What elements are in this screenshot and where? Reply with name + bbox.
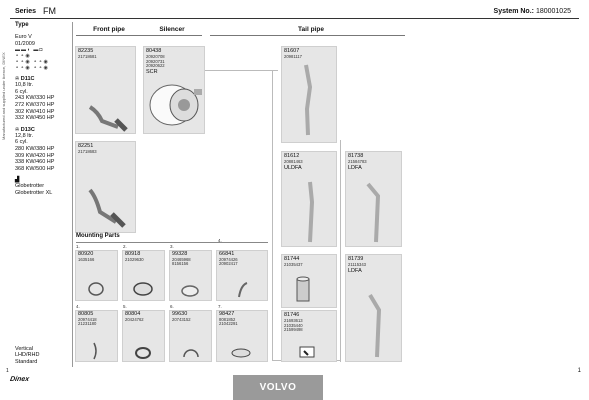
header-divider [10, 18, 579, 19]
part-ref: 21718683 [78, 148, 97, 154]
euro-standard: Euro V [15, 34, 32, 40]
tail-pipe-illustration [282, 47, 338, 144]
part-number: 99328 [172, 251, 188, 257]
part-ref: 20743152 [172, 316, 191, 322]
part-ref: 21718681 [78, 53, 97, 59]
front-pipe-illustration [76, 142, 137, 234]
clamp-ring-illustration [76, 251, 119, 302]
part-card-81612[interactable] [281, 151, 337, 247]
part-number: 80438 [146, 48, 162, 54]
part-ref: 20920731 [146, 58, 165, 64]
cab-type: Globetrotter [15, 183, 45, 190]
front-pipe-header: Front pipe [93, 26, 125, 33]
gasket-illustration [170, 251, 213, 302]
mount-index: 6. [170, 304, 174, 309]
engine-spec: 302 KW/410 HP [15, 108, 55, 115]
system-label: System No.: [493, 8, 534, 15]
mounting-parts-title: Mounting Parts [76, 233, 120, 239]
part-card-81607[interactable] [281, 46, 337, 143]
engine-spec: 6 cyl. [15, 88, 28, 95]
part-ref: 20974426 [219, 256, 238, 262]
part-card-81744[interactable] [281, 254, 337, 308]
engine-spec: 10,8 ltr. [15, 82, 34, 89]
part-number: 80920 [78, 251, 94, 257]
part-number: 81612 [284, 153, 300, 159]
cab-icon: ▟ [15, 177, 20, 184]
part-number: 66841 [219, 251, 235, 257]
part-card-81738[interactable] [345, 151, 402, 247]
connector-line [205, 70, 278, 71]
part-number: 81744 [284, 256, 300, 262]
part-ref: 21115343 [348, 261, 367, 267]
orientation-line: Vertical [15, 345, 34, 352]
engine-spec: 6 cyl. [15, 139, 28, 146]
part-ref: 20424762 [125, 316, 144, 322]
part-card-81739[interactable] [345, 254, 402, 362]
mount-index: 5. [123, 304, 127, 309]
part-ref: 21599498 [284, 327, 303, 333]
part-number: 81746 [284, 312, 300, 318]
mount-index: 3. [170, 244, 174, 249]
dinex-logo: Dinex [9, 376, 30, 383]
brand-banner: VOLVO [233, 375, 323, 400]
part-ref: 20974418 [78, 316, 97, 322]
mount-card-80920[interactable] [75, 250, 118, 301]
part-ref: 20981117 [284, 53, 303, 59]
part-note: LDFA [348, 164, 362, 171]
part-ref: 21035440 [284, 322, 303, 328]
mount-card-66841[interactable] [216, 250, 268, 301]
part-number: 82251 [78, 143, 94, 149]
part-ref: 20881463 [284, 158, 303, 164]
part-note: LDFA [348, 267, 362, 274]
tail-pipe-illustration [346, 255, 403, 363]
part-ref: 21693613 [284, 317, 303, 323]
tail-pipe-illustration [282, 152, 338, 248]
page-number-left: 1 [6, 368, 9, 374]
part-ref: 20465968 [172, 256, 191, 262]
part-note: SCR [146, 69, 158, 76]
part-number: 82235 [78, 48, 94, 54]
part-ref: 21231180 [78, 321, 97, 327]
orientation-line: Standard [15, 358, 38, 365]
ring-clamp-illustration [170, 311, 213, 363]
part-ref: 20902417 [219, 261, 238, 267]
part-number: 81738 [348, 153, 364, 159]
mounting-parts-rule [76, 242, 268, 243]
tail-pipe-illustration [346, 152, 403, 248]
sleeve-illustration [282, 255, 338, 309]
axle-icons: ▬▬◗ ▬◘ [15, 47, 44, 54]
engine-icon: ✇ [15, 126, 20, 133]
engine-icon: ✇ [15, 76, 20, 83]
mount-card-98427[interactable] [216, 310, 268, 362]
engine-name-2: D13C [20, 126, 35, 133]
mount-index: 1. [76, 244, 80, 249]
silencer-illustration [144, 47, 206, 135]
part-ref: 20920622 [146, 63, 165, 69]
system-value: 180001025 [535, 8, 571, 15]
silencer-header: Silencer [159, 26, 185, 33]
part-ref: 8081852 [219, 316, 236, 322]
series-value: FM [43, 6, 56, 16]
part-card-82235[interactable] [75, 46, 136, 134]
mount-card-80804[interactable] [122, 310, 165, 362]
part-card-82251[interactable] [75, 141, 136, 233]
bracket-illustration [282, 311, 338, 363]
engine-spec: 243 KW/330 HP [15, 95, 55, 102]
clamp-illustration [123, 251, 166, 302]
engine-spec: 280 KW/380 HP [15, 145, 55, 152]
part-note: ULDFA [284, 164, 302, 171]
type-column [15, 22, 73, 367]
mount-card-99630[interactable] [169, 310, 212, 362]
part-ref: 20920708 [146, 53, 165, 59]
part-ref: 21035437 [284, 261, 303, 267]
part-ref: 1635166 [78, 256, 95, 262]
cab-type: Globetrotter XL [15, 189, 53, 196]
connector-illustration [217, 311, 269, 363]
part-number: 99630 [172, 311, 188, 317]
clamp-illustration [123, 311, 166, 363]
mount-card-80805[interactable] [75, 310, 118, 362]
engine-spec: 309 KW/420 HP [15, 152, 55, 159]
system-number [494, 8, 571, 15]
hanger-illustration [217, 251, 269, 302]
engine-name-1: D11C [20, 76, 35, 83]
orientation-line: LHD/RHD [15, 352, 40, 359]
connector-line [340, 140, 341, 362]
mount-card-80918[interactable] [122, 250, 165, 301]
series-label: Series [15, 8, 37, 15]
orientation-info [15, 346, 39, 365]
u-bolt-illustration [76, 311, 119, 363]
page-number-right: 1 [577, 368, 581, 374]
connector-line [272, 70, 273, 360]
engine-spec: 368 KW/500 HP [15, 165, 55, 172]
front-pipe-illustration [76, 47, 137, 135]
model-date: 01/2009 [15, 40, 35, 47]
part-ref: 21584783 [348, 158, 367, 164]
mount-card-99328[interactable] [169, 250, 212, 301]
part-ref: 21042291 [219, 321, 238, 327]
header-rule [76, 35, 202, 36]
part-card-81746[interactable] [281, 310, 337, 362]
mount-index: 4. [218, 238, 222, 243]
part-number: 81607 [284, 48, 300, 54]
side-note: Manufactured and supplied under licence, DINEX [1, 52, 6, 140]
part-number: 98427 [219, 311, 235, 317]
type-label: Type [15, 22, 29, 28]
mount-index: 2. [123, 244, 127, 249]
engine-spec: 272 KW/370 HP [15, 101, 55, 108]
header-rule [210, 35, 405, 36]
tail-pipe-header: Tail pipe [298, 26, 324, 33]
part-number: 80804 [125, 311, 141, 317]
part-number: 81739 [348, 256, 364, 262]
part-card-80438[interactable] [143, 46, 205, 134]
engine-spec: 332 KW/450 HP [15, 115, 55, 122]
part-number: 80805 [78, 311, 94, 317]
part-ref: 8156156 [172, 261, 189, 267]
part-ref: 21029630 [125, 256, 144, 262]
mount-index: 4. [76, 304, 80, 309]
wheel-config-icons: ⚬⚬◉ ⚬⚬◉ ⚬⚬◉ ⚬⚬◉ ⚬⚬◉ [15, 53, 49, 72]
engine-spec: 12,8 ltr. [15, 132, 34, 139]
mount-index: 7. [218, 304, 222, 309]
part-number: 80918 [125, 251, 141, 257]
engine-spec: 338 KW/460 HP [15, 159, 55, 166]
